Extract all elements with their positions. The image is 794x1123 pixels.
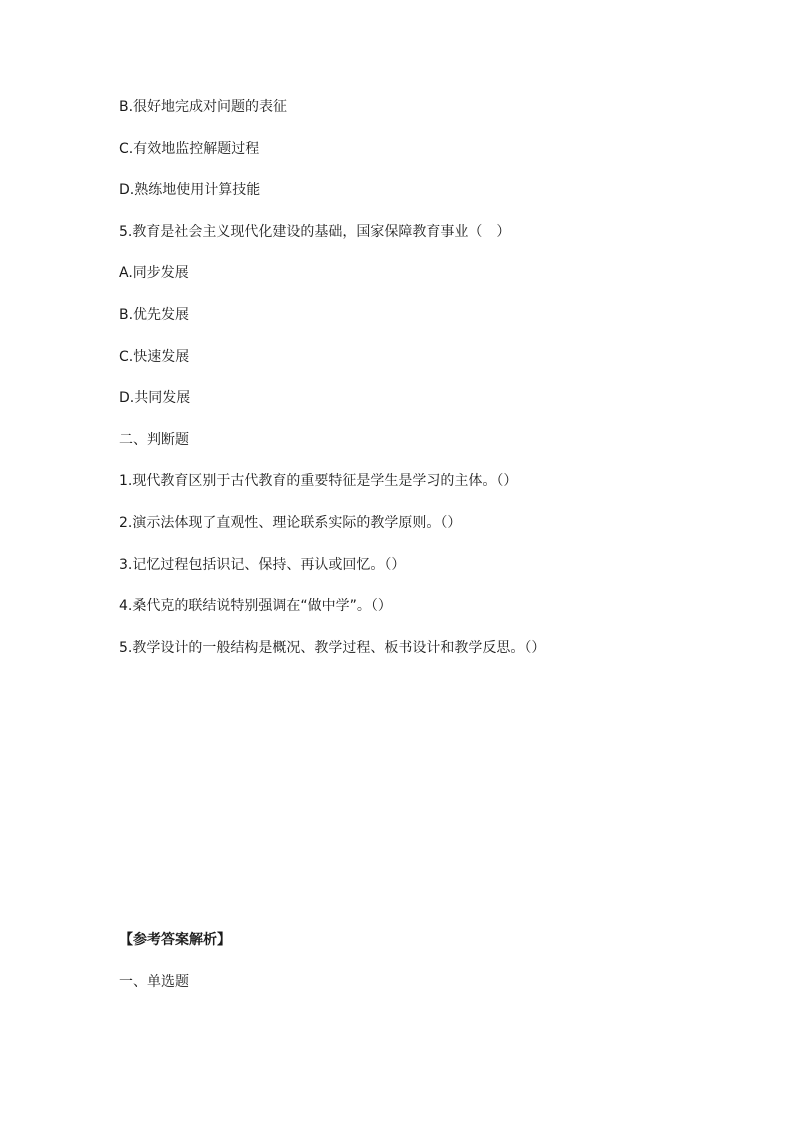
judgment-item-2: 2.演示法体现了直观性、理论联系实际的教学原则。（） — [119, 515, 462, 531]
judgment-item-4: 4.桑代克的联结说特别强调在“做中学”。（） — [119, 598, 392, 614]
answers-section1-heading: 一、单选题 — [119, 974, 189, 990]
q5-option-c: C.快速发展 — [119, 349, 190, 365]
judgment-item-1: 1.现代教育区别于古代教育的重要特征是学生是学习的主体。（） — [119, 473, 518, 489]
q5-stem: 5.教育是社会主义现代化建设的基础，国家保障教育事业（ ） — [119, 224, 511, 240]
answers-heading: 【参考答案解析】 — [119, 932, 231, 948]
q5-option-b: B.优先发展 — [119, 307, 190, 323]
judgment-item-3: 3.记忆过程包括识记、保持、再认或回忆。（） — [119, 557, 406, 573]
q5-option-a: A.同步发展 — [119, 265, 189, 281]
q4-option-d: D.熟练地使用计算技能 — [119, 182, 261, 198]
q4-option-b: B.很好地完成对问题的表征 — [119, 99, 288, 115]
judgment-item-5: 5.教学设计的一般结构是概况、教学过程、板书设计和教学反思。（） — [119, 640, 546, 656]
section2-heading: 二、判断题 — [119, 432, 189, 448]
q4-option-c: C.有效地监控解题过程 — [119, 141, 260, 157]
q5-option-d: D.共同发展 — [119, 390, 191, 406]
